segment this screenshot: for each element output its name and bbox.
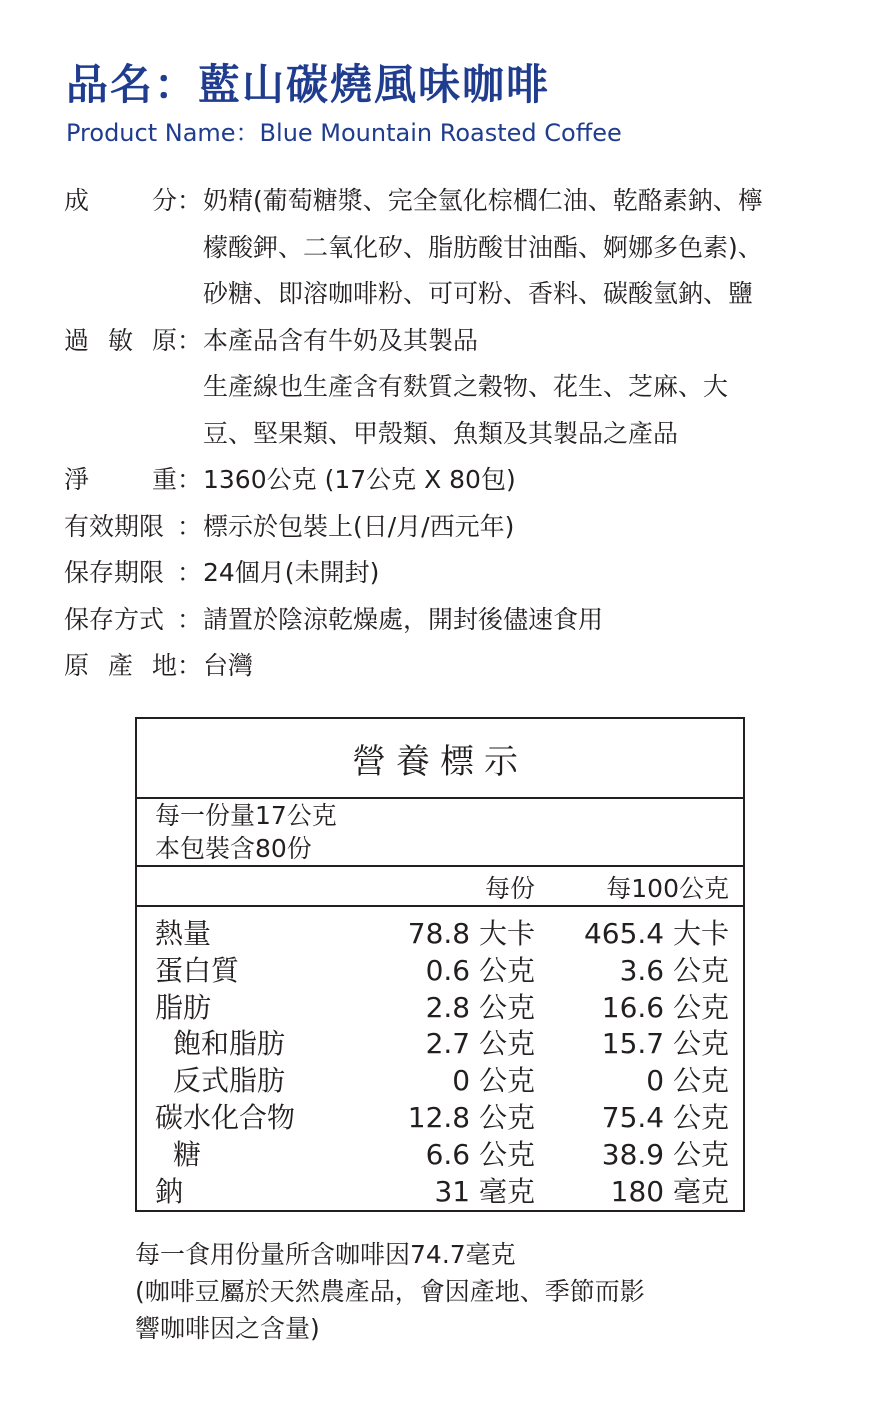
table-row xyxy=(137,912,743,949)
table-row xyxy=(137,1022,743,1059)
nutrient-per-100g: 3.6 公克 xyxy=(619,953,729,987)
nutrient-per-serving: 2.8 公克 xyxy=(425,990,535,1024)
caffeine-line: 每一食用份量所含咖啡因74.7毫克 xyxy=(135,1240,516,1269)
nutrient-per-100g: 465.4 大卡 xyxy=(583,917,729,950)
storage-value: 請置於陰涼乾燥處，開封後儘速食用 xyxy=(203,604,604,634)
shelf-life-row xyxy=(64,550,834,597)
weight-value: 1360公克 (17公克 X 80包) xyxy=(203,465,516,494)
weight-label: 淨 重 xyxy=(64,465,177,494)
colon: ： xyxy=(177,511,203,541)
product-info xyxy=(64,178,834,690)
allergen-label: 過 敏 原 xyxy=(64,325,177,355)
expiry-row xyxy=(64,504,834,551)
colon: ： xyxy=(177,604,203,634)
ingredients-label: 成 分 xyxy=(64,186,177,215)
nutrient-per-100g: 75.4 公克 xyxy=(601,1100,729,1134)
col-per-serving: 每份 xyxy=(484,874,535,903)
serving-size: 每一份量17公克 xyxy=(155,801,337,830)
nutrient-per-100g: 15.7 公克 xyxy=(601,1027,729,1061)
table-row xyxy=(137,1133,743,1170)
nutrition-table xyxy=(135,717,745,1212)
table-row xyxy=(137,1059,743,1096)
nutrient-per-serving: 2.7 公克 xyxy=(425,1027,535,1061)
colon: ： xyxy=(177,465,203,494)
nutrient-name: 反式脂肪 xyxy=(173,1064,286,1098)
nutrition-column-headers xyxy=(137,867,743,907)
storage-label: 保存方式 xyxy=(64,604,165,634)
expiry-label: 有效期限 xyxy=(64,511,165,541)
ingredients-line: 砂糖、即溶咖啡粉、可可粉、香料、碳酸氫鈉、鹽 xyxy=(203,279,754,308)
col-per-100g: 每100公克 xyxy=(606,874,729,903)
nutrient-name: 脂肪 xyxy=(155,990,212,1024)
colon: ： xyxy=(177,651,203,680)
expiry-value: 標示於包裝上(日/月/西元年) xyxy=(203,511,515,541)
origin-value: 台灣 xyxy=(203,651,254,680)
nutrient-per-serving: 6.6 公克 xyxy=(425,1137,535,1171)
allergen-line: 本產品含有牛奶及其製品 xyxy=(203,325,479,355)
shelf-life-value: 24個月(未開封) xyxy=(203,558,380,587)
nutrient-name: 蛋白質 xyxy=(155,953,240,987)
nutrient-per-100g: 180 毫克 xyxy=(610,1174,729,1208)
weight-row xyxy=(64,457,834,504)
origin-row xyxy=(64,643,834,690)
colon: ： xyxy=(177,325,203,355)
nutrient-per-serving: 0 公克 xyxy=(452,1064,535,1098)
allergen-line: 生產線也生產含有麩質之穀物、花生、芝麻、大 xyxy=(203,372,729,401)
nutrient-name: 糖 xyxy=(173,1137,202,1171)
nutrient-per-serving: 78.8 大卡 xyxy=(407,917,535,950)
caffeine-line: 響咖啡因之含量) xyxy=(135,1314,320,1343)
nutrient-per-100g: 38.9 公克 xyxy=(601,1137,729,1171)
serving-info xyxy=(137,799,743,867)
caffeine-line: (咖啡豆屬於天然農產品，會因產地、季節而影 xyxy=(135,1277,645,1306)
table-row xyxy=(137,1096,743,1133)
allergen-row xyxy=(64,318,834,365)
servings-per-pack: 本包裝含80份 xyxy=(155,834,312,863)
colon: ： xyxy=(177,186,203,215)
nutrient-name: 飽和脂肪 xyxy=(173,1027,286,1061)
nutrient-per-serving: 0.6 公克 xyxy=(425,953,535,987)
nutrient-per-serving: 12.8 公克 xyxy=(407,1100,535,1134)
table-row xyxy=(137,1170,743,1207)
shelf-life-label: 保存期限 xyxy=(64,558,165,587)
ingredients-line: 奶精(葡萄糖漿、完全氫化棕櫚仁油、乾酪素鈉、檸 xyxy=(203,186,763,215)
nutrient-name: 鈉 xyxy=(155,1174,184,1208)
table-row xyxy=(137,986,743,1023)
product-title: 品名：藍山碳燒風味咖啡 xyxy=(66,60,551,109)
caffeine-note xyxy=(135,1236,775,1347)
ingredients-line: 檬酸鉀、二氧化矽、脂肪酸甘油酯、婀娜多色素)、 xyxy=(203,232,763,262)
nutrient-per-100g: 16.6 公克 xyxy=(601,990,729,1024)
nutrient-per-serving: 31 毫克 xyxy=(434,1174,535,1208)
ingredients-row xyxy=(64,178,834,225)
product-subtitle: Product Name：Blue Mountain Roasted Coffee xyxy=(66,119,622,147)
table-row xyxy=(137,949,743,986)
colon: ： xyxy=(177,558,203,587)
storage-row xyxy=(64,597,834,644)
nutrition-title: 營養標示 xyxy=(137,719,743,799)
nutrient-name: 碳水化合物 xyxy=(155,1100,296,1134)
nutrient-per-100g: 0 公克 xyxy=(646,1064,729,1098)
nutrient-name: 熱量 xyxy=(155,917,212,950)
allergen-line: 豆、堅果類、甲殼類、魚類及其製品之產品 xyxy=(203,418,679,448)
nutrition-body xyxy=(137,907,743,1206)
origin-label: 原 產 地 xyxy=(64,651,177,680)
